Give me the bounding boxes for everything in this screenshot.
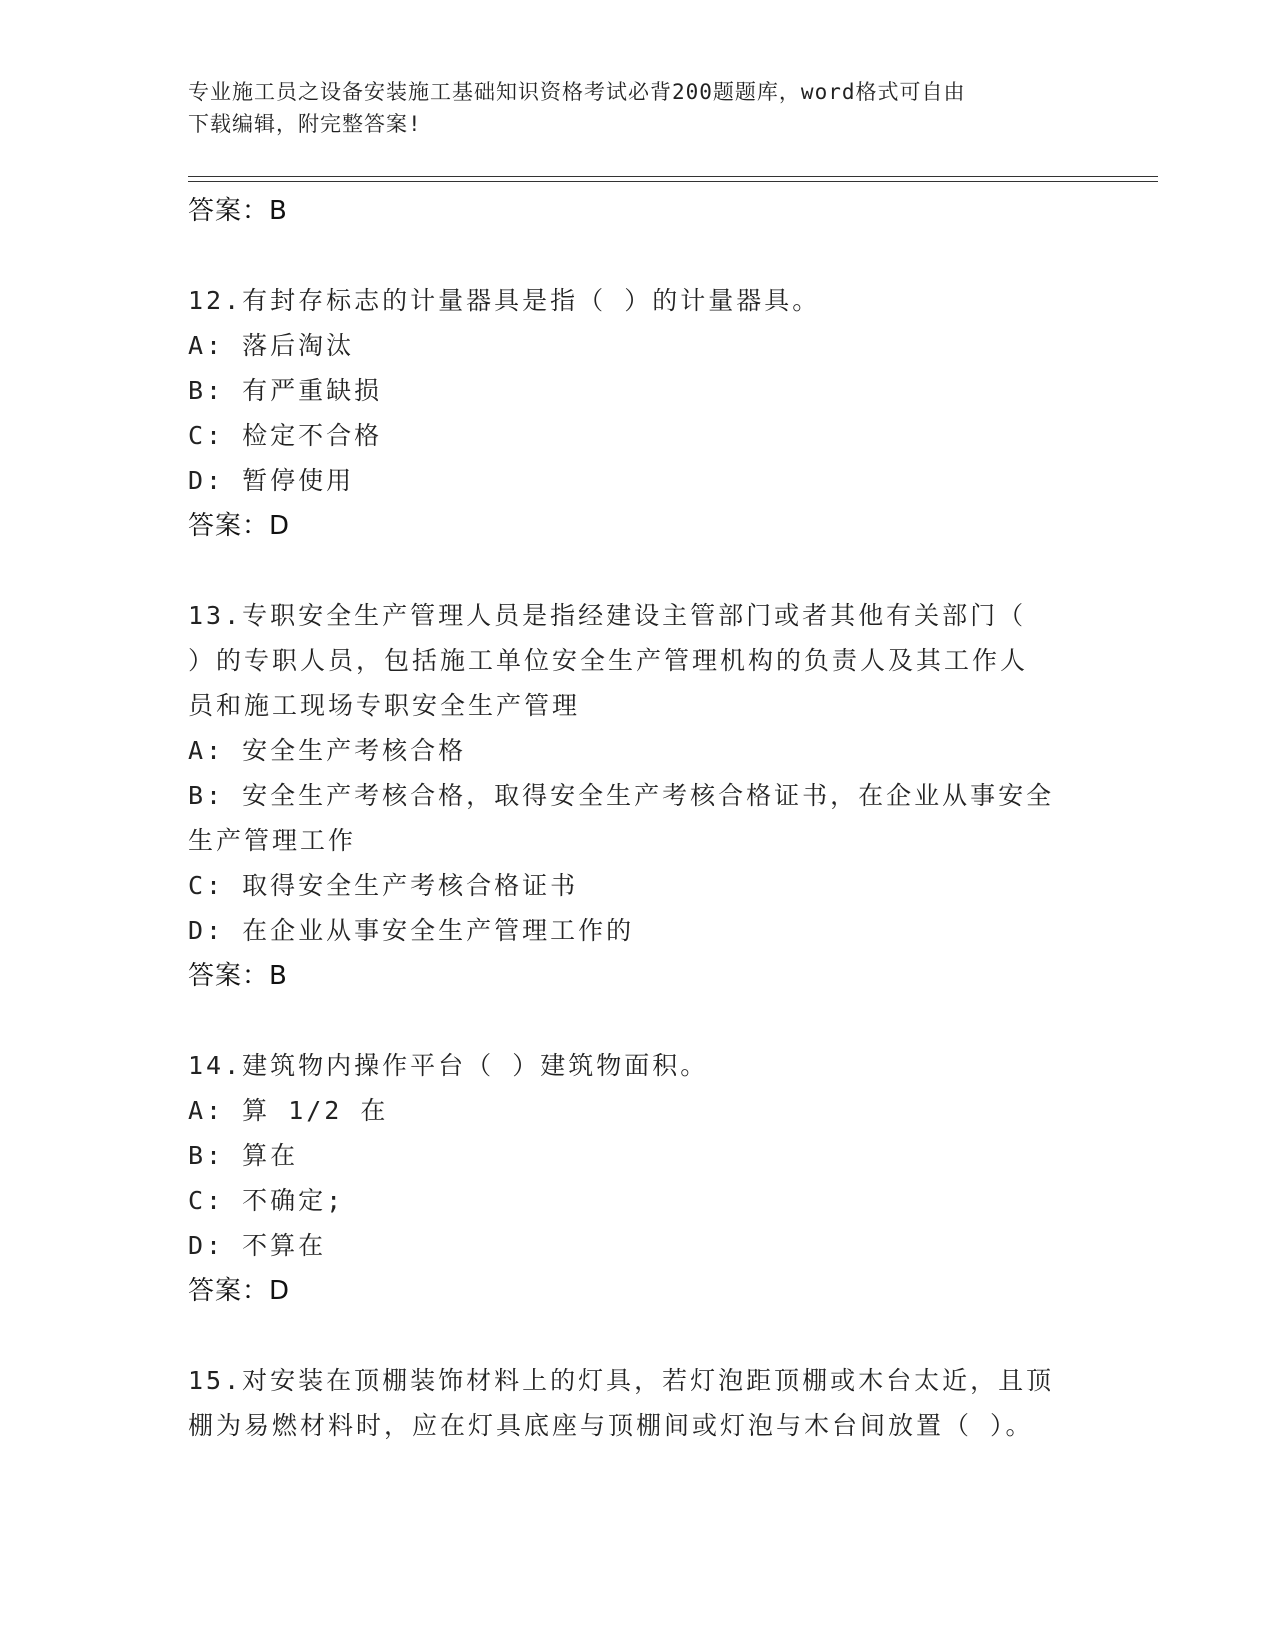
question-block-13 <box>188 593 1088 999</box>
answer-q11: 答案：B <box>188 196 288 226</box>
question-text: 12.有封存标志的计量器具是指（ ）的计量器具。 <box>188 286 821 315</box>
question-block-14 <box>188 1043 1088 1314</box>
spacer <box>188 234 1088 278</box>
header-line-2: 下载编辑，附完整答案! <box>188 112 422 136</box>
question-text: 14.建筑物内操作平台（ ）建筑物面积。 <box>188 1051 709 1080</box>
answer-q12: 答案：D <box>188 511 291 541</box>
option-c: C: 不确定; <box>188 1186 345 1215</box>
question-list <box>188 188 1088 1448</box>
header-rule-bottom <box>188 181 1158 182</box>
question-text-line-2: 棚为易燃材料时，应在灯具底座与顶棚间或灯泡与木台间放置（ ）。 <box>188 1411 1034 1440</box>
spacer <box>188 1314 1088 1358</box>
header-rule-top <box>188 176 1158 177</box>
option-b-line-1: B: 安全生产考核合格，取得安全生产考核合格证书，在企业从事安全 <box>188 781 1055 810</box>
option-d: D: 在企业从事安全生产管理工作的 <box>188 916 635 945</box>
question-block-15 <box>188 1358 1088 1448</box>
page-header <box>188 76 1068 140</box>
option-c: C: 取得安全生产考核合格证书 <box>188 871 579 900</box>
option-a: A: 算 1/2 在 <box>188 1096 389 1125</box>
answer-q13: 答案：B <box>188 961 288 991</box>
spacer <box>188 999 1088 1043</box>
question-block-12 <box>188 278 1088 549</box>
option-a: A: 安全生产考核合格 <box>188 736 467 765</box>
option-b: B: 有严重缺损 <box>188 376 383 405</box>
option-b-line-2: 生产管理工作 <box>188 826 357 855</box>
spacer <box>188 549 1088 593</box>
option-d: D: 不算在 <box>188 1231 327 1260</box>
option-a: A: 落后淘汰 <box>188 331 355 360</box>
option-d: D: 暂停使用 <box>188 466 355 495</box>
answer-q14: 答案：D <box>188 1276 291 1306</box>
option-c: C: 检定不合格 <box>188 421 383 450</box>
question-text-line-1: 15.对安装在顶棚装饰材料上的灯具，若灯泡距顶棚或木台太近，且顶 <box>188 1366 1055 1395</box>
header-line-1: 专业施工员之设备安装施工基础知识资格考试必背200题题库，word格式可自由 <box>188 80 966 104</box>
question-text-line-1: 13.专职安全生产管理人员是指经建设主管部门或者其他有关部门（ <box>188 601 1027 630</box>
question-text-line-2: ）的专职人员，包括施工单位安全生产管理机构的负责人及其工作人 <box>188 646 1029 675</box>
question-text-line-3: 员和施工现场专职安全生产管理 <box>188 691 581 720</box>
option-b: B: 算在 <box>188 1141 299 1170</box>
